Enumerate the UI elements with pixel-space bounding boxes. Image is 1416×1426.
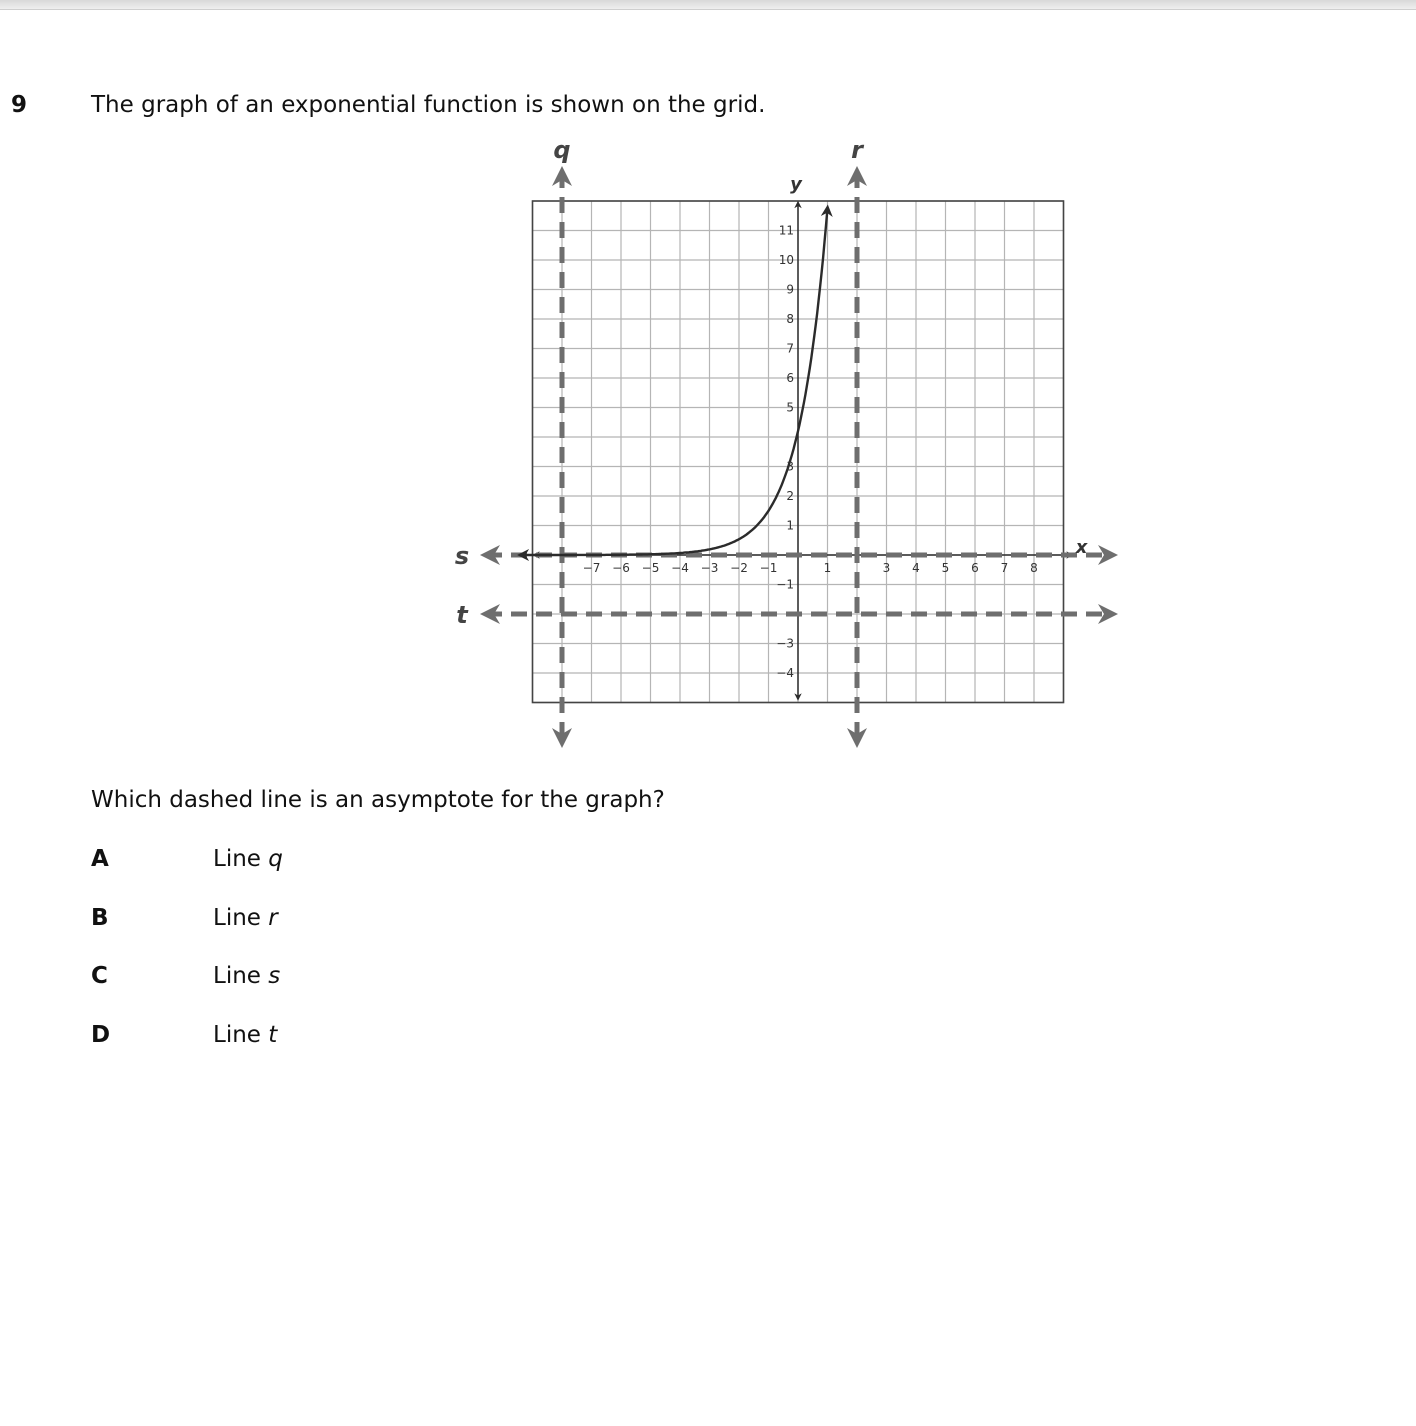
choice-text: Line t — [213, 1022, 278, 1048]
x-tick-label: 4 — [912, 561, 920, 575]
choice-text: Line s — [213, 963, 281, 989]
x-axis-label: x — [1075, 537, 1088, 558]
y-tick-label: 9 — [786, 282, 794, 297]
y-tick-label: 11 — [778, 223, 794, 238]
y-tick-label: 3 — [786, 459, 794, 474]
y-axis-label: y — [790, 174, 802, 195]
choice-letter: D — [91, 1022, 111, 1048]
exponential-graph — [440, 130, 1130, 760]
dashed-line-label-q: q — [553, 136, 571, 164]
question-number: 9 — [11, 92, 28, 118]
x-tick-label: 5 — [941, 561, 950, 575]
axes — [535, 203, 1072, 699]
y-tick-label: 6 — [786, 371, 794, 385]
question-prompt: Which dashed line is an asymptote for the graph? — [91, 787, 665, 813]
y-tick-label: 5 — [786, 400, 794, 415]
x-tick-label: −1 — [759, 561, 778, 575]
dashed-line-label-s: s — [454, 542, 470, 570]
choice-text: Line q — [213, 846, 283, 872]
y-tick-label: 10 — [778, 253, 794, 267]
choice-letter: A — [91, 846, 109, 872]
y-tick-label: 7 — [786, 341, 794, 356]
x-tick-label: −2 — [730, 561, 748, 575]
x-tick-label: 7 — [1000, 561, 1009, 575]
y-tick-label: −4 — [776, 666, 794, 680]
x-tick-label: −3 — [700, 561, 719, 575]
y-tick-label: 8 — [786, 312, 794, 326]
x-tick-label: −4 — [671, 561, 689, 575]
x-tick-label: 3 — [882, 561, 891, 575]
y-tick-label: 1 — [786, 518, 794, 533]
choice-text: Line r — [213, 905, 278, 931]
x-tick-label: −7 — [582, 561, 601, 575]
x-tick-label: −5 — [641, 561, 660, 575]
y-tick-label: −1 — [776, 577, 794, 592]
question-stem: The graph of an exponential function is shown on the grid. — [91, 92, 766, 118]
x-tick-label: −6 — [612, 561, 630, 575]
choice-letter: B — [91, 905, 109, 931]
x-tick-label: 8 — [1030, 561, 1038, 575]
x-tick-label: 6 — [971, 561, 979, 575]
choice-letter: C — [91, 963, 108, 989]
top-bar — [0, 0, 1416, 10]
y-tick-label: 2 — [786, 489, 794, 503]
x-tick-label: 1 — [823, 561, 832, 575]
dashed-line-label-r: r — [851, 136, 863, 164]
y-tick-label: −3 — [776, 636, 794, 651]
dashed-lines — [486, 172, 1112, 742]
dashed-line-label-t: t — [456, 601, 468, 629]
